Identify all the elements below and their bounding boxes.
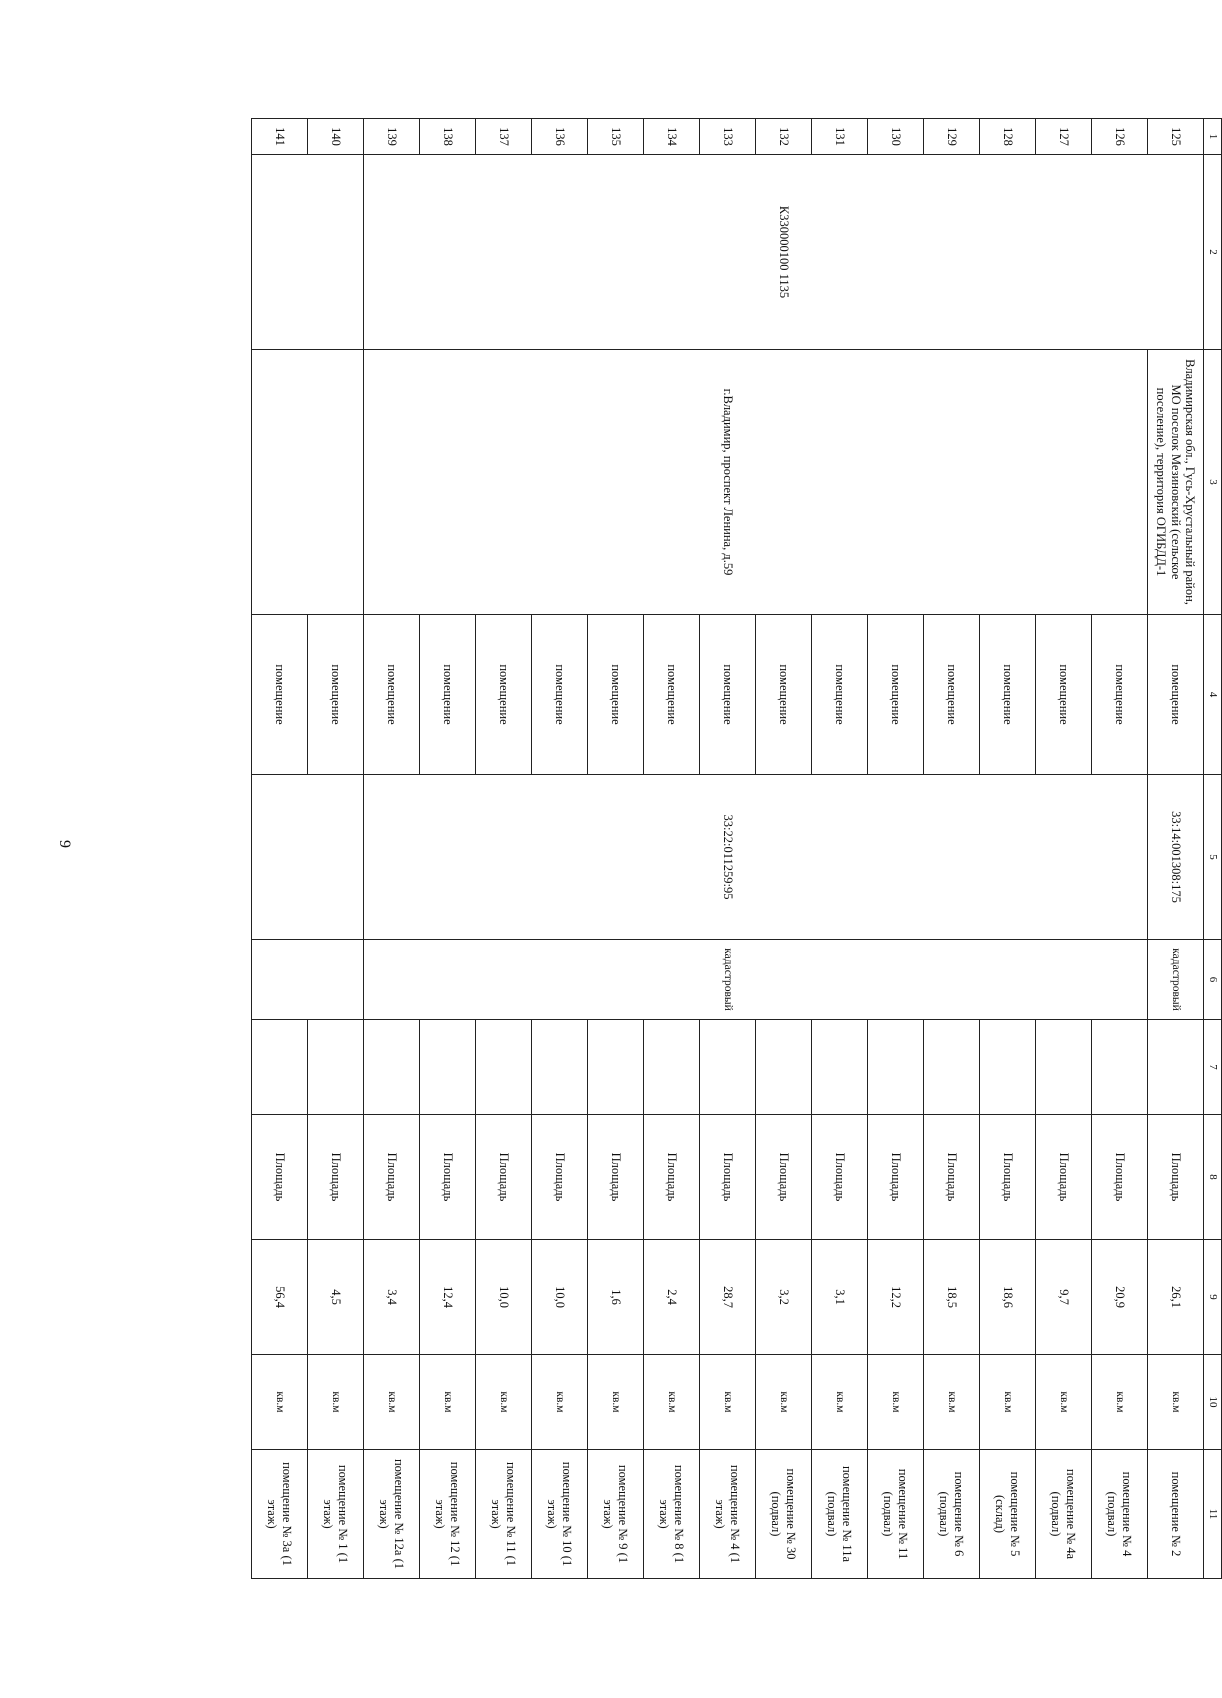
- object-type: помещение: [308, 615, 364, 775]
- object-type: помещение: [868, 615, 924, 775]
- register-table: [251, 118, 1222, 1579]
- area-value: 18,5: [924, 1240, 980, 1355]
- area-value: 3,2: [756, 1240, 812, 1355]
- column-number-row: [1204, 119, 1222, 1579]
- area-value: 4,5: [308, 1240, 364, 1355]
- cadastral-number: [812, 775, 868, 940]
- area-value: 1,6: [588, 1240, 644, 1355]
- row-number: 129: [924, 119, 980, 155]
- room-name: помещение № 11а (подвал): [812, 1450, 868, 1579]
- area-value: 9,7: [1036, 1240, 1092, 1355]
- empty-cell: [1148, 1020, 1204, 1115]
- room-name: помещение № 11 (1 этаж): [476, 1450, 532, 1579]
- number-type: [476, 940, 532, 1020]
- empty-cell: [812, 1020, 868, 1115]
- object-type: помещение: [252, 615, 308, 775]
- row-number: 125: [1148, 119, 1204, 155]
- cadastral-number: [1092, 775, 1148, 940]
- number-type: [364, 940, 420, 1020]
- cadastral-number: 33:14:001308:175: [1148, 775, 1204, 940]
- empty-cell: [924, 1020, 980, 1115]
- column-number: 1: [1204, 119, 1222, 155]
- address: [420, 350, 476, 615]
- room-name: помещение № 12а (1 этаж): [364, 1450, 420, 1579]
- area-value: 18,6: [980, 1240, 1036, 1355]
- empty-cell: [756, 1020, 812, 1115]
- empty-cell: [700, 1020, 756, 1115]
- address: [588, 350, 644, 615]
- row-number: 138: [420, 119, 476, 155]
- area-value: 12,2: [868, 1240, 924, 1355]
- row-number: 130: [868, 119, 924, 155]
- column-number: 8: [1204, 1115, 1222, 1240]
- unit: кв.м: [532, 1355, 588, 1450]
- area-value: 3,1: [812, 1240, 868, 1355]
- unit: кв.м: [308, 1355, 364, 1450]
- room-name: помещение № 8 (1 этаж): [644, 1450, 700, 1579]
- address: [756, 350, 812, 615]
- parameter: Площадь: [532, 1115, 588, 1240]
- number-type: [924, 940, 980, 1020]
- area-value: 10,0: [532, 1240, 588, 1355]
- number-type: [980, 940, 1036, 1020]
- parameter: Площадь: [308, 1115, 364, 1240]
- address: [1092, 350, 1148, 615]
- parameter: Площадь: [476, 1115, 532, 1240]
- cadastral-number: [532, 775, 588, 940]
- unit: кв.м: [980, 1355, 1036, 1450]
- area-value: 3,4: [364, 1240, 420, 1355]
- cadastral-number: [364, 775, 420, 940]
- parameter: Площадь: [700, 1115, 756, 1240]
- row-number: 133: [700, 119, 756, 155]
- unit: кв.м: [1092, 1355, 1148, 1450]
- room-name: помещение № 5 (склад): [980, 1450, 1036, 1579]
- page-number: 9: [56, 840, 73, 848]
- address: [980, 350, 1036, 615]
- area-value: 20,9: [1092, 1240, 1148, 1355]
- empty-cell: [868, 1020, 924, 1115]
- unit: кв.м: [812, 1355, 868, 1450]
- area-value: 10,0: [476, 1240, 532, 1355]
- empty-cell: [1036, 1020, 1092, 1115]
- unit: кв.м: [868, 1355, 924, 1450]
- cadastral-number: [476, 775, 532, 940]
- parameter: Площадь: [980, 1115, 1036, 1240]
- column-number: 4: [1204, 615, 1222, 775]
- object-type: помещение: [700, 615, 756, 775]
- address: [644, 350, 700, 615]
- address: г.Владимир, проспект Ленина, д.59: [700, 350, 756, 615]
- parameter: Площадь: [868, 1115, 924, 1240]
- object-type: помещение: [980, 615, 1036, 775]
- empty-cell: [588, 1020, 644, 1115]
- number-type: кадастровый: [1148, 940, 1204, 1020]
- number-type: [1092, 940, 1148, 1020]
- column-number: 7: [1204, 1020, 1222, 1115]
- cadastral-number: [756, 775, 812, 940]
- object-type: помещение: [588, 615, 644, 775]
- room-name: помещение № 2: [1148, 1450, 1204, 1579]
- area-value: 2,4: [644, 1240, 700, 1355]
- address: [812, 350, 868, 615]
- row-number: 128: [980, 119, 1036, 155]
- room-name: помещение № 4 (подвал): [1092, 1450, 1148, 1579]
- room-name: помещение № 9 (1 этаж): [588, 1450, 644, 1579]
- row-number: 136: [532, 119, 588, 155]
- cadastral-number: 33:22:011259:95: [700, 775, 756, 940]
- cadastral-number: [980, 775, 1036, 940]
- parameter: Площадь: [812, 1115, 868, 1240]
- row-number: 132: [756, 119, 812, 155]
- address: [476, 350, 532, 615]
- number-type: [588, 940, 644, 1020]
- column-number: 9: [1204, 1240, 1222, 1355]
- address: [532, 350, 588, 615]
- empty-cell: [476, 1020, 532, 1115]
- parameter: Площадь: [924, 1115, 980, 1240]
- parameter: Площадь: [588, 1115, 644, 1240]
- empty-cell: [420, 1020, 476, 1115]
- area-value: 56,4: [252, 1240, 308, 1355]
- unit: кв.м: [644, 1355, 700, 1450]
- unit: кв.м: [252, 1355, 308, 1450]
- number-type: кадастровый: [700, 940, 756, 1020]
- object-type: помещение: [476, 615, 532, 775]
- room-name: помещение № 12 (1 этаж): [420, 1450, 476, 1579]
- object-type: помещение: [756, 615, 812, 775]
- room-name: помещение № 3а (1 этаж): [252, 1450, 308, 1579]
- unit: кв.м: [700, 1355, 756, 1450]
- empty-cell: [532, 1020, 588, 1115]
- object-type: помещение: [1036, 615, 1092, 775]
- number-type: [868, 940, 924, 1020]
- address: [868, 350, 924, 615]
- object-type: помещение: [532, 615, 588, 775]
- number-type: [1036, 940, 1092, 1020]
- room-name: помещение № 30 (подвал): [756, 1450, 812, 1579]
- column-number: 3: [1204, 350, 1222, 615]
- row-number: 135: [588, 119, 644, 155]
- cadastral-number: [644, 775, 700, 940]
- number-type: [532, 940, 588, 1020]
- empty-cell: [364, 1020, 420, 1115]
- unit: кв.м: [1148, 1355, 1204, 1450]
- unit: кв.м: [588, 1355, 644, 1450]
- object-type: помещение: [924, 615, 980, 775]
- table-row: [1148, 119, 1204, 1579]
- parameter: Площадь: [644, 1115, 700, 1240]
- object-type: помещение: [420, 615, 476, 775]
- parameter: Площадь: [252, 1115, 308, 1240]
- cadastral-number: [1036, 775, 1092, 940]
- column-number: 11: [1204, 1450, 1222, 1579]
- area-value: 28,7: [700, 1240, 756, 1355]
- row-number: 126: [1092, 119, 1148, 155]
- row-number: 141: [252, 119, 308, 155]
- parameter: Площадь: [420, 1115, 476, 1240]
- column-number: 6: [1204, 940, 1222, 1020]
- area-value: 26,1: [1148, 1240, 1204, 1355]
- cadastral-id: [252, 155, 364, 350]
- cadastral-number: [868, 775, 924, 940]
- object-type: помещение: [1092, 615, 1148, 775]
- object-type: помещение: [1148, 615, 1204, 775]
- object-type: помещение: [364, 615, 420, 775]
- number-type: [812, 940, 868, 1020]
- cadastral-number: [924, 775, 980, 940]
- room-name: помещение № 6 (подвал): [924, 1450, 980, 1579]
- address: [924, 350, 980, 615]
- address: [1036, 350, 1092, 615]
- room-name: помещение № 10 (1 этаж): [532, 1450, 588, 1579]
- cadastral-number: [252, 775, 364, 940]
- empty-cell: [980, 1020, 1036, 1115]
- parameter: Площадь: [1092, 1115, 1148, 1240]
- column-number: 10: [1204, 1355, 1222, 1450]
- number-type: [756, 940, 812, 1020]
- row-number: 131: [812, 119, 868, 155]
- empty-cell: [1092, 1020, 1148, 1115]
- unit: кв.м: [364, 1355, 420, 1450]
- address: [364, 350, 420, 615]
- address: Владимирская обл., Гусь-Хрустальный район, МО поселок Мезиновский (сельское поселение), территория ОГИБДД-1: [1148, 350, 1204, 615]
- number-type: [420, 940, 476, 1020]
- row-number: 137: [476, 119, 532, 155]
- parameter: Площадь: [364, 1115, 420, 1240]
- column-number: 5: [1204, 775, 1222, 940]
- unit: кв.м: [476, 1355, 532, 1450]
- cadastral-number: [420, 775, 476, 940]
- row-number: 134: [644, 119, 700, 155]
- row-number: 140: [308, 119, 364, 155]
- parameter: Площадь: [1148, 1115, 1204, 1240]
- empty-cell: [644, 1020, 700, 1115]
- cadastral-number: [588, 775, 644, 940]
- unit: кв.м: [924, 1355, 980, 1450]
- empty-cell: [308, 1020, 364, 1115]
- empty-cell: [252, 1020, 308, 1115]
- row-number: 127: [1036, 119, 1092, 155]
- room-name: помещение № 1 (1 этаж): [308, 1450, 364, 1579]
- parameter: Площадь: [1036, 1115, 1092, 1240]
- row-number: 139: [364, 119, 420, 155]
- parameter: Площадь: [756, 1115, 812, 1240]
- room-name: помещение № 4а (подвал): [1036, 1450, 1092, 1579]
- unit: кв.м: [756, 1355, 812, 1450]
- number-type: [252, 940, 364, 1020]
- room-name: помещение № 4 (1 этаж): [700, 1450, 756, 1579]
- object-type: помещение: [812, 615, 868, 775]
- unit: кв.м: [420, 1355, 476, 1450]
- register-table-container: [267, 118, 1222, 1578]
- cadastral-id: К330000100 1135: [364, 155, 1204, 350]
- column-number: 2: [1204, 155, 1222, 350]
- number-type: [644, 940, 700, 1020]
- area-value: 12,4: [420, 1240, 476, 1355]
- object-type: помещение: [644, 615, 700, 775]
- unit: кв.м: [1036, 1355, 1092, 1450]
- room-name: помещение № 11 (подвал): [868, 1450, 924, 1579]
- address: [252, 350, 364, 615]
- table-row: [308, 119, 364, 1579]
